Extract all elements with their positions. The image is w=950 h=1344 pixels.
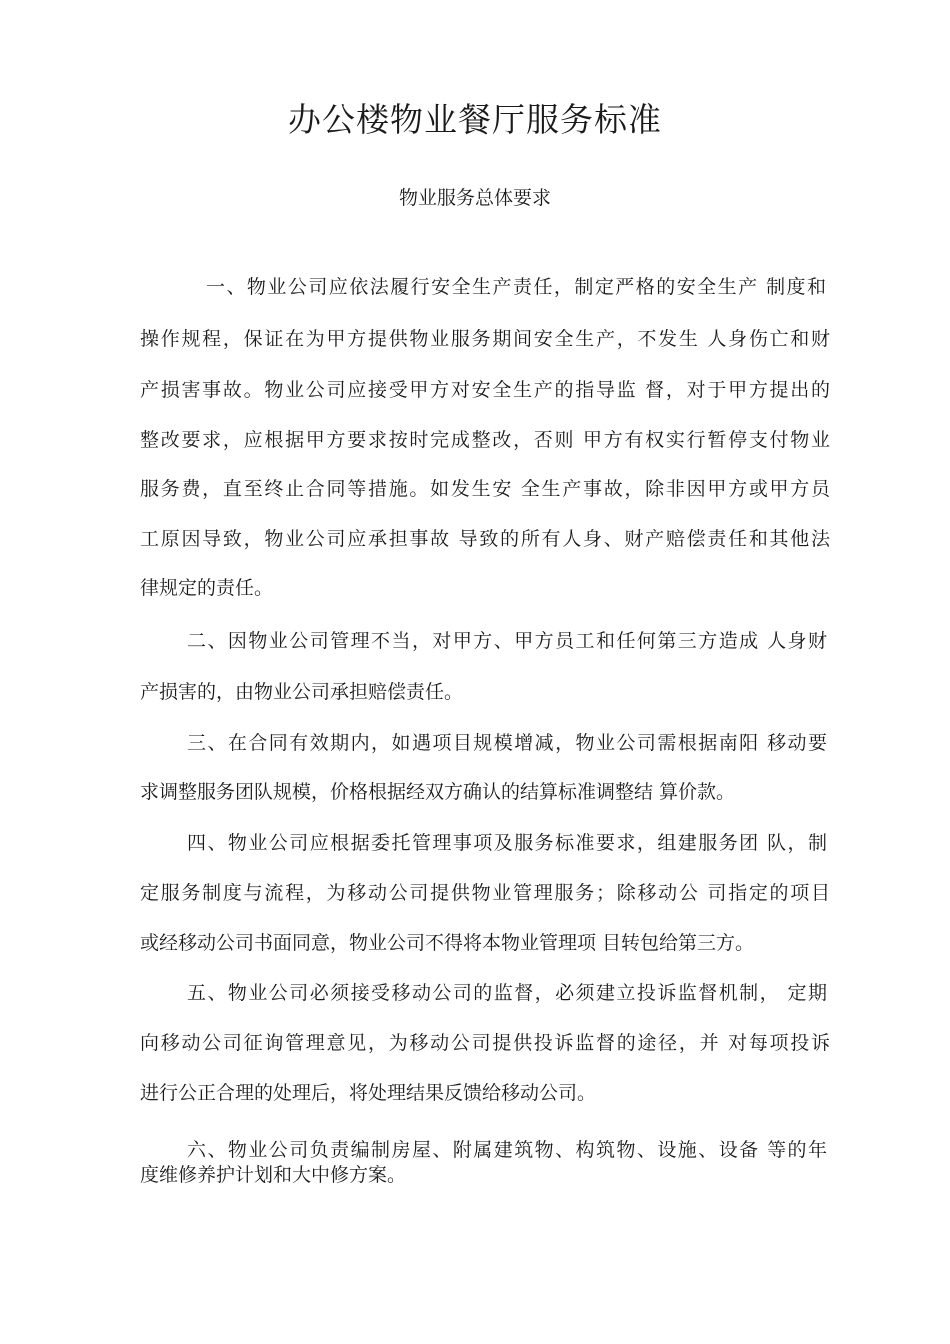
text-line: 度维修养护计划和大中修方案。	[140, 1164, 407, 1186]
text-line: 一、物业公司应依法履行安全生产责任，制定严格的安全生产 制度和	[206, 276, 826, 298]
text-line: 四、物业公司应根据委托管理事项及服务标准要求，组建服务团 队，制	[187, 832, 827, 854]
text-line: 整改要求，应根据甲方要求按时完成整改，否则 甲方有权实行暂停支付物业	[140, 429, 830, 451]
text-line: 产损害事故。物业公司应接受甲方对安全生产的指导监 督，对于甲方提出的	[140, 379, 830, 401]
text-line: 工原因导致，物业公司应承担事故 导致的所有人身、财产赔偿责任和其他法	[140, 528, 830, 550]
text-line: 三、在合同有效期内，如遇项目规模增减，物业公司需根据南阳 移动要	[187, 732, 827, 754]
document-title: 办公楼物业餐厅服务标准	[288, 100, 662, 139]
text-line: 定服务制度与流程，为移动公司提供物业管理服务；除移动公 司指定的项目	[140, 882, 830, 904]
text-line: 或经移动公司书面同意，物业公司不得将本物业管理项 目转包给第三方。	[140, 932, 755, 954]
text-line: 操作规程，保证在为甲方提供物业服务期间安全生产，不发生 人身伤亡和财	[140, 328, 830, 350]
text-line: 六、物业公司负责编制房屋、附属建筑物、构筑物、设施、设备 等的年	[187, 1139, 827, 1161]
text-line: 五、物业公司必须接受移动公司的监督，必须建立投诉监督机制， 定期	[187, 982, 827, 1004]
text-line: 律规定的责任。	[140, 577, 274, 599]
text-line: 产损害的，由物业公司承担赔偿责任。	[140, 681, 464, 703]
document-subtitle: 物业服务总体要求	[398, 187, 551, 209]
text-line: 求调整服务团队规模，价格根据经双方确认的结算标准调整结 算价款。	[140, 781, 736, 803]
text-line: 进行公正合理的处理后，将处理结果反馈给移动公司。	[140, 1082, 597, 1104]
text-line: 向移动公司征询管理意见，为移动公司提供投诉监督的途径，并 对每项投诉	[140, 1032, 830, 1054]
text-line: 服务费，直至终止合同等措施。如发生安 全生产事故，除非因甲方或甲方员	[140, 478, 830, 500]
text-line: 二、因物业公司管理不当，对甲方、甲方员工和任何第三方造成 人身财	[187, 630, 827, 652]
